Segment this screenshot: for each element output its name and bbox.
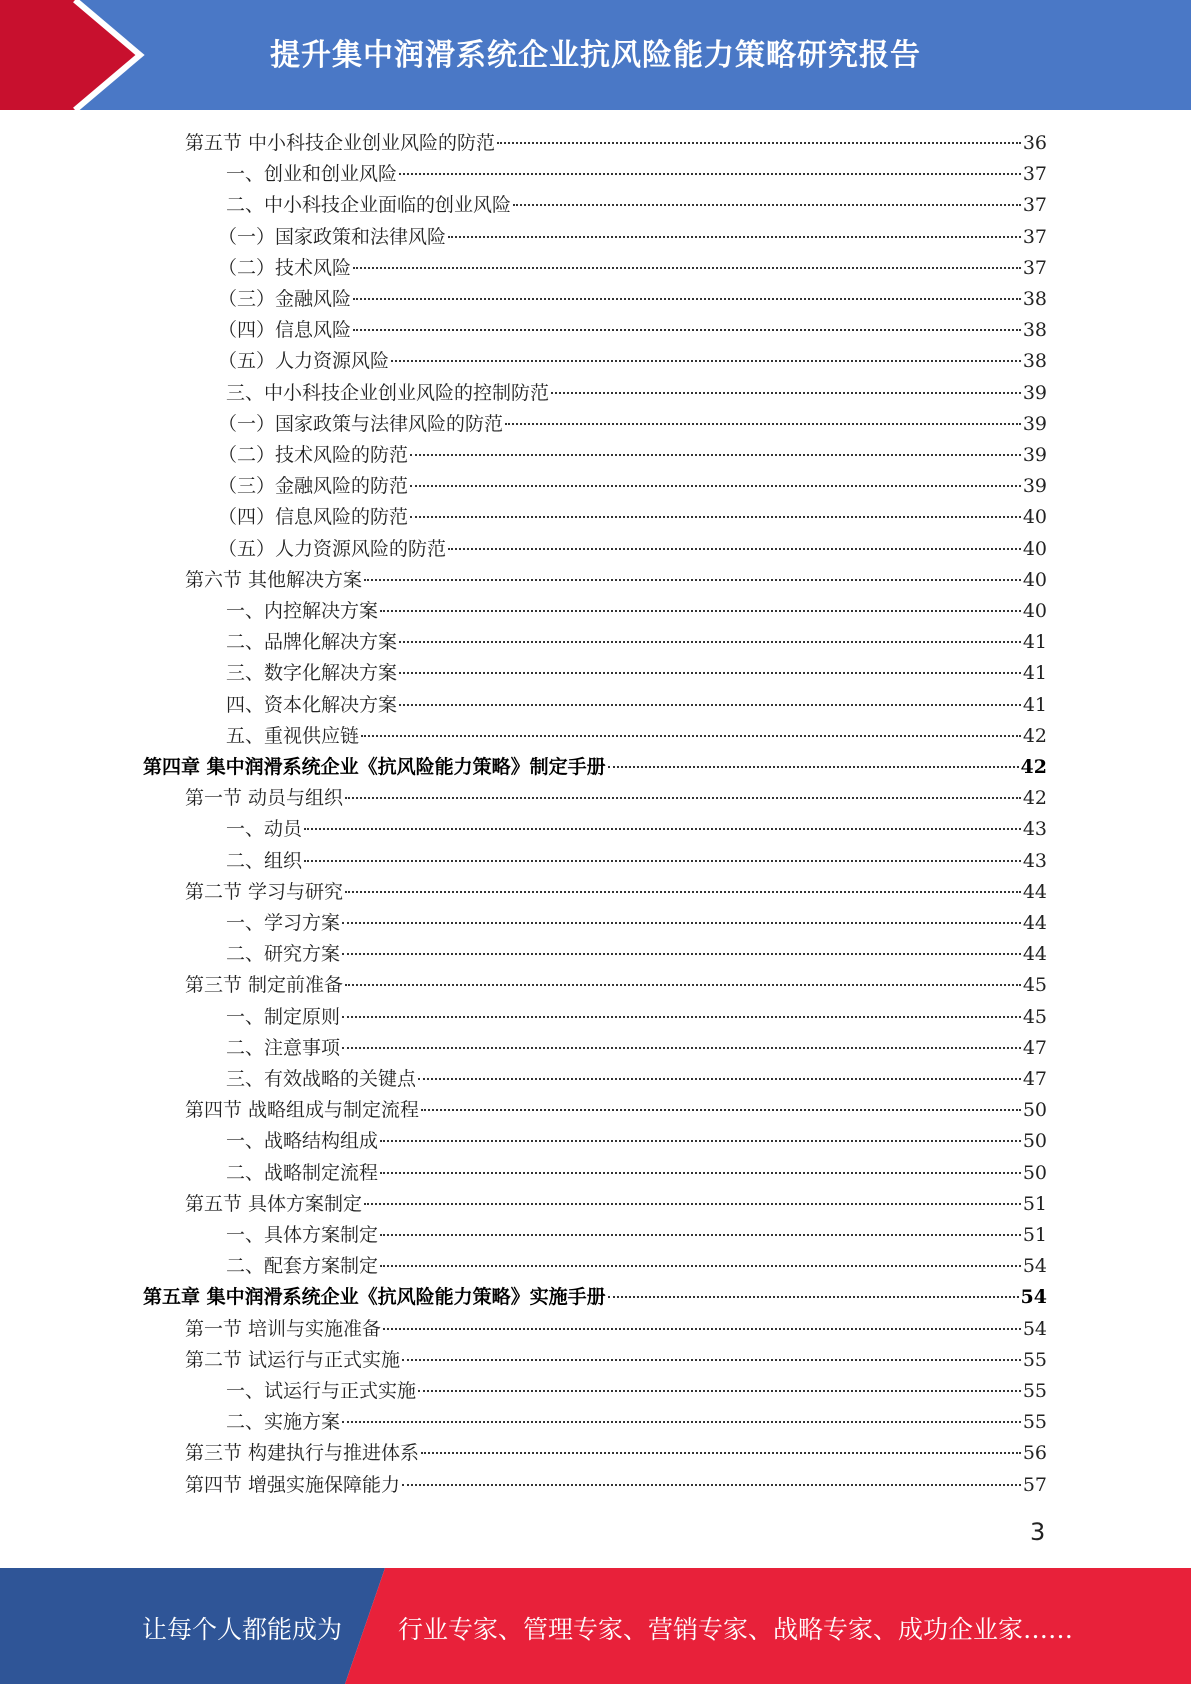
toc-entry-page: 42: [1020, 756, 1047, 778]
toc-entry-label: 二、组织: [226, 849, 303, 872]
toc-entry-label: （三）金融风险的防范: [218, 475, 409, 498]
toc-entry-page: 40: [1022, 600, 1047, 622]
toc-subsection-entry[interactable]: [226, 596, 1047, 627]
toc-entry-page: 57: [1022, 1473, 1047, 1496]
toc-leader-dots: [402, 1484, 1021, 1486]
toc-subsection-entry[interactable]: [226, 1158, 1047, 1189]
toc-leader-dots: [608, 766, 1019, 768]
toc-subsection-entry[interactable]: [218, 253, 1047, 284]
toc-subsection-entry[interactable]: [218, 440, 1047, 471]
toc-entry-label: （五）人力资源风险: [218, 350, 390, 373]
toc-entry-page: 42: [1022, 787, 1047, 810]
toc-entry-label: 三、数字化解决方案: [226, 662, 398, 685]
toc-entry-label: （四）信息风险的防范: [218, 506, 409, 529]
toc-entry-page: 51: [1022, 1192, 1047, 1215]
toc-subsection-entry[interactable]: [226, 627, 1047, 658]
toc-section-entry[interactable]: [185, 1095, 1047, 1126]
toc-entry-label: 二、战略制定流程: [226, 1161, 379, 1184]
toc-entry-label: （三）金融风险: [218, 288, 352, 310]
toc-entry-label: （二）技术风险: [218, 256, 352, 279]
toc-entry-page: 54: [1022, 1255, 1047, 1278]
toc-entry-page: 54: [1020, 1286, 1047, 1309]
toc-entry-label: 第四节 增强实施保障能力: [185, 1473, 401, 1496]
toc-leader-dots: [353, 267, 1021, 269]
toc-entry-label: 第二节 学习与研究: [185, 880, 344, 903]
toc-entry-page: 41: [1022, 631, 1047, 654]
toc-entry-page: 38: [1022, 319, 1047, 342]
toc-entry-page: 47: [1022, 1068, 1047, 1090]
toc-entry-page: 39: [1022, 444, 1047, 466]
toc-entry-label: 二、品牌化解决方案: [226, 631, 398, 654]
toc-entry-page: 44: [1022, 943, 1047, 966]
toc-leader-dots: [402, 1359, 1021, 1361]
toc-entry-label: 二、配套方案制定: [226, 1255, 379, 1278]
toc-entry-page: 37: [1022, 256, 1047, 279]
toc-subsection-entry[interactable]: [218, 534, 1047, 565]
toc-leader-dots: [421, 1452, 1021, 1454]
toc-entry-label: 第一节 培训与实施准备: [185, 1317, 382, 1340]
toc-leader-dots: [342, 922, 1021, 924]
toc-section-entry[interactable]: [185, 783, 1047, 814]
toc-leader-dots: [380, 1265, 1021, 1267]
toc-entry-page: 44: [1022, 912, 1047, 934]
toc-entry-page: 40: [1022, 537, 1047, 560]
toc-section-entry[interactable]: [185, 128, 1047, 159]
toc-leader-dots: [551, 392, 1021, 394]
toc-leader-dots: [345, 891, 1021, 893]
toc-leader-dots: [513, 204, 1021, 206]
toc-leader-dots: [364, 579, 1021, 581]
toc-entry-page: 39: [1022, 381, 1047, 404]
toc-entry-page: 50: [1022, 1161, 1047, 1184]
toc-leader-dots: [342, 1047, 1021, 1049]
toc-leader-dots: [505, 423, 1021, 425]
toc-subsection-entry[interactable]: [218, 409, 1047, 440]
toc-leader-dots: [391, 360, 1021, 362]
toc-leader-dots: [399, 704, 1021, 706]
toc-section-entry[interactable]: [185, 877, 1047, 908]
toc-entry-label: 一、创业和创业风险: [226, 163, 398, 186]
footer-slogan-left: 让每个人都能成为: [142, 1615, 343, 1644]
toc-entry-label: 第三节 构建执行与推进体系: [185, 1442, 420, 1465]
toc-leader-dots: [380, 1172, 1021, 1174]
toc-subsection-entry[interactable]: [218, 502, 1047, 533]
toc-entry-page: 43: [1022, 818, 1047, 841]
toc-entry-page: 45: [1022, 974, 1047, 997]
toc-entry-page: 43: [1022, 849, 1047, 872]
toc-entry-page: 55: [1022, 1380, 1047, 1402]
toc-subsection-entry[interactable]: [218, 315, 1047, 346]
toc-entry-page: 56: [1022, 1442, 1047, 1465]
toc-entry-page: 39: [1022, 412, 1047, 435]
toc-subsection-entry[interactable]: [226, 908, 1047, 939]
toc-subsection-entry[interactable]: [226, 1251, 1047, 1282]
toc-entry-label: 一、内控解决方案: [226, 600, 379, 622]
toc-entry-label: 第五节 中小科技企业创业风险的防范: [185, 132, 496, 154]
toc-subsection-entry[interactable]: [226, 690, 1047, 721]
toc-leader-dots: [608, 1296, 1019, 1298]
toc-leader-dots: [399, 173, 1021, 175]
toc-entry-label: （四）信息风险: [218, 319, 352, 342]
toc-entry-page: 37: [1022, 163, 1047, 186]
toc-entry-label: 第六节 其他解决方案: [185, 568, 363, 591]
toc-entry-page: 51: [1022, 1224, 1047, 1246]
toc-entry-page: 45: [1022, 1005, 1047, 1028]
toc-entry-label: 一、试运行与正式实施: [226, 1380, 417, 1402]
page-footer: [0, 1568, 1191, 1684]
toc-entry-page: 54: [1022, 1317, 1047, 1340]
toc-entry-label: 第五章 集中润滑系统企业《抗风险能力策略》实施手册: [143, 1286, 606, 1309]
toc-entry-page: 42: [1022, 724, 1047, 747]
toc-subsection-entry[interactable]: [218, 471, 1047, 502]
toc-entry-label: 五、重视供应链: [226, 724, 360, 747]
toc-leader-dots: [448, 236, 1021, 238]
toc-subsection-entry[interactable]: [226, 1220, 1047, 1251]
toc-subsection-entry[interactable]: [226, 378, 1047, 409]
header-red-arrow-decoration: [0, 0, 150, 110]
toc-leader-dots: [353, 298, 1021, 300]
toc-subsection-entry[interactable]: [226, 159, 1047, 190]
toc-leader-dots: [353, 329, 1021, 331]
toc-leader-dots: [342, 1421, 1021, 1423]
toc-entry-label: 一、具体方案制定: [226, 1224, 379, 1246]
toc-subsection-entry[interactable]: [226, 658, 1047, 689]
toc-entry-page: 41: [1022, 693, 1047, 716]
toc-entry-page: 40: [1022, 506, 1047, 529]
toc-leader-dots: [497, 142, 1021, 144]
toc-entry-label: 一、学习方案: [226, 912, 341, 934]
toc-leader-dots: [342, 953, 1021, 955]
toc-section-entry[interactable]: [185, 1438, 1047, 1469]
toc-entry-label: 一、战略结构组成: [226, 1130, 379, 1153]
toc-entry-label: 三、中小科技企业创业风险的控制防范: [226, 381, 550, 404]
toc-leader-dots: [345, 797, 1021, 799]
toc-subsection-entry[interactable]: [226, 190, 1047, 221]
toc-chapter-entry[interactable]: [143, 752, 1047, 783]
toc-entry-page: 38: [1022, 350, 1047, 373]
toc-entry-label: 四、资本化解决方案: [226, 693, 398, 716]
toc-entry-page: 37: [1022, 225, 1047, 248]
toc-entry-label: 三、有效战略的关键点: [226, 1068, 417, 1090]
toc-entry-label: 二、实施方案: [226, 1411, 341, 1434]
toc-entry-page: 39: [1022, 475, 1047, 498]
toc-subsection-entry[interactable]: [226, 1033, 1047, 1064]
toc-subsection-entry[interactable]: [226, 721, 1047, 752]
toc-entry-page: 37: [1022, 194, 1047, 217]
toc-leader-dots: [448, 548, 1021, 550]
toc-subsection-entry[interactable]: [226, 1064, 1047, 1095]
toc-entry-label: 第五节 具体方案制定: [185, 1192, 363, 1215]
toc-subsection-entry[interactable]: [226, 1002, 1047, 1033]
toc-entry-page: 44: [1022, 880, 1047, 903]
toc-leader-dots: [410, 516, 1021, 518]
toc-subsection-entry[interactable]: [218, 346, 1047, 377]
toc-section-entry[interactable]: [185, 565, 1047, 596]
toc-leader-dots: [380, 1234, 1021, 1236]
toc-entry-label: 二、注意事项: [226, 1036, 341, 1059]
toc-section-entry[interactable]: [185, 1470, 1047, 1501]
toc-leader-dots: [418, 1078, 1021, 1080]
toc-section-entry[interactable]: [185, 1314, 1047, 1345]
toc-entry-label: 二、研究方案: [226, 943, 341, 966]
toc-leader-dots: [410, 485, 1021, 487]
toc-entry-page: 55: [1022, 1348, 1047, 1371]
toc-section-entry[interactable]: [185, 1345, 1047, 1376]
toc-leader-dots: [383, 1328, 1021, 1330]
toc-entry-page: 50: [1022, 1130, 1047, 1153]
toc-entry-label: （五）人力资源风险的防范: [218, 537, 447, 560]
toc-subsection-entry[interactable]: [218, 222, 1047, 253]
toc-entry-label: （一）国家政策与法律风险的防范: [218, 412, 504, 435]
toc-subsection-entry[interactable]: [226, 1407, 1047, 1438]
toc-leader-dots: [399, 641, 1021, 643]
toc-leader-dots: [410, 454, 1021, 456]
toc-leader-dots: [345, 984, 1021, 986]
toc-entry-label: 第四节 战略组成与制定流程: [185, 1099, 420, 1122]
toc-entry-page: 40: [1022, 568, 1047, 591]
toc-subsection-entry[interactable]: [226, 846, 1047, 877]
toc-leader-dots: [399, 672, 1021, 674]
toc-subsection-entry[interactable]: [218, 284, 1047, 315]
toc-entry-label: 一、动员: [226, 818, 303, 841]
toc-entry-page: 50: [1022, 1099, 1047, 1122]
report-title: 提升集中润滑系统企业抗风险能力策略研究报告: [270, 38, 921, 73]
toc-entry-page: 38: [1022, 288, 1047, 310]
toc-leader-dots: [364, 1203, 1021, 1205]
toc-entry-page: 47: [1022, 1036, 1047, 1059]
toc-section-entry[interactable]: [185, 970, 1047, 1001]
toc-chapter-entry[interactable]: [143, 1282, 1047, 1313]
toc-entry-label: 第二节 试运行与正式实施: [185, 1348, 401, 1371]
toc-entry-page: 55: [1022, 1411, 1047, 1434]
toc-leader-dots: [361, 735, 1021, 737]
toc-entry-label: 二、中小科技企业面临的创业风险: [226, 194, 512, 217]
footer-slogan-right: 行业专家、管理专家、营销专家、战略专家、成功企业家……: [398, 1615, 1074, 1644]
toc-section-entry[interactable]: [185, 1189, 1047, 1220]
toc-entry-page: 36: [1022, 132, 1047, 154]
page-number: 3: [1030, 1518, 1046, 1546]
toc-leader-dots: [342, 1016, 1021, 1018]
toc-leader-dots: [418, 1390, 1021, 1392]
toc-entry-label: （二）技术风险的防范: [218, 444, 409, 466]
toc-subsection-entry[interactable]: [226, 939, 1047, 970]
toc-entry-label: 一、制定原则: [226, 1005, 341, 1028]
toc-entry-page: 41: [1022, 662, 1047, 685]
page-header: [0, 0, 1191, 110]
toc-subsection-entry[interactable]: [226, 814, 1047, 845]
toc-leader-dots: [304, 828, 1021, 830]
toc-leader-dots: [304, 860, 1021, 862]
toc-entry-label: （一）国家政策和法律风险: [218, 225, 447, 248]
toc-subsection-entry[interactable]: [226, 1376, 1047, 1407]
toc-entry-label: 第一节 动员与组织: [185, 787, 344, 810]
toc-entry-label: 第三节 制定前准备: [185, 974, 344, 997]
toc-entry-label: 第四章 集中润滑系统企业《抗风险能力策略》制定手册: [143, 756, 606, 778]
toc-leader-dots: [380, 1140, 1021, 1142]
toc-leader-dots: [380, 610, 1021, 612]
toc-leader-dots: [421, 1109, 1021, 1111]
toc-subsection-entry[interactable]: [226, 1126, 1047, 1157]
